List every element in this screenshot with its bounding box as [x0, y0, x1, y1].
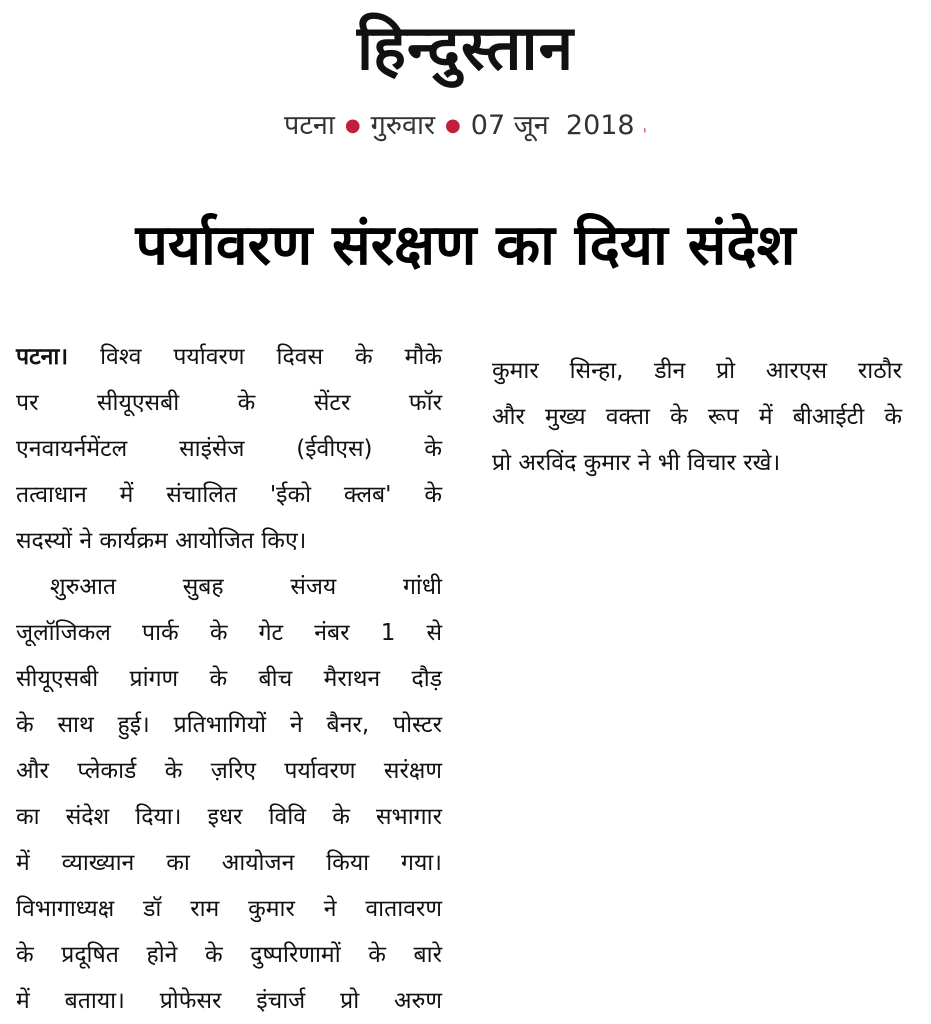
article-line-text: में व्याख्यान का आयोजन किया गया।	[16, 850, 442, 876]
article-line-text: में बताया। प्रोफेसर इंचार्ज प्रो अरुण	[16, 988, 442, 1014]
edition-dateline	[0, 102, 931, 149]
article-line	[16, 840, 442, 886]
article-line-text: और प्लेकार्ड के ज़रिए पर्यावरण सरंक्षण	[16, 758, 442, 784]
article-line	[16, 748, 442, 794]
article-line	[492, 440, 902, 486]
article-line	[16, 932, 442, 978]
edition-date: 07 जून 2018	[470, 110, 635, 141]
article-line	[16, 702, 442, 748]
article-line	[16, 794, 442, 840]
edition-city: पटना	[283, 110, 335, 141]
article-line-text: और मुख्य वक्ता के रूप में बीआईटी के	[492, 404, 902, 430]
article-column-right	[492, 348, 902, 486]
article-line	[16, 380, 442, 426]
article-line	[16, 426, 442, 472]
article-line-text: के साथ हुई। प्रतिभागियों ने बैनर, पोस्टर	[16, 712, 442, 738]
article-line-text: विभागाध्यक्ष डॉ राम कुमार ने वातावरण	[16, 896, 442, 922]
article-line	[16, 518, 442, 564]
article-line	[16, 472, 442, 518]
bullet-dot-icon: ●	[344, 115, 361, 136]
article-line-text: के प्रदूषित होने के दुष्परिणामों के बारे	[16, 942, 442, 968]
article-line-text: जूलॉजिकल पार्क के गेट नंबर 1 से	[16, 620, 442, 646]
article-line-text: सीयूएसबी प्रांगण के बीच मैराथन दौड़	[16, 666, 442, 692]
article-line-text: शुरुआत सुबह संजय गांधी	[50, 574, 442, 600]
article-line-text: का संदेश दिया। इधर विवि के सभागार	[16, 804, 442, 830]
article-line-text: तत्वाधान में संचालित 'ईको क्लब' के	[16, 482, 442, 508]
bullet-dot-icon: ●	[445, 115, 461, 136]
article-line-text: विश्व पर्यावरण दिवस के मौके	[68, 344, 442, 370]
article-line	[16, 610, 442, 656]
article-line	[16, 886, 442, 932]
article-headline: पर्यावरण संरक्षण का दिया संदेश	[135, 213, 796, 278]
newspaper-masthead: हिन्दुस्तान	[357, 11, 574, 84]
edition-day: गुरुवार	[370, 110, 436, 141]
article-line-text: कुमार सिन्हा, डीन प्रो आरएस राठौर	[492, 358, 902, 384]
article-line	[16, 978, 442, 1024]
article-line	[16, 334, 442, 380]
article-line-text: प्रो अरविंद कुमार ने भी विचार रखे।	[492, 450, 781, 476]
article-line-text: सदस्यों ने कार्यक्रम आयोजित किए।	[16, 528, 307, 554]
article-column-left	[16, 334, 442, 1024]
article-dateline-word: पटना।	[16, 344, 69, 370]
article-line	[16, 564, 442, 610]
article-line	[16, 656, 442, 702]
article-line	[492, 394, 902, 440]
article-line-text: पर सीयूएसबी के सेंटर फॉर	[16, 390, 442, 416]
tick-mark-icon: ˌ	[642, 115, 648, 134]
article-line	[492, 348, 902, 394]
article-line-text: एनवायर्नमेंटल साइंसेज (ईवीएस) के	[16, 436, 442, 462]
